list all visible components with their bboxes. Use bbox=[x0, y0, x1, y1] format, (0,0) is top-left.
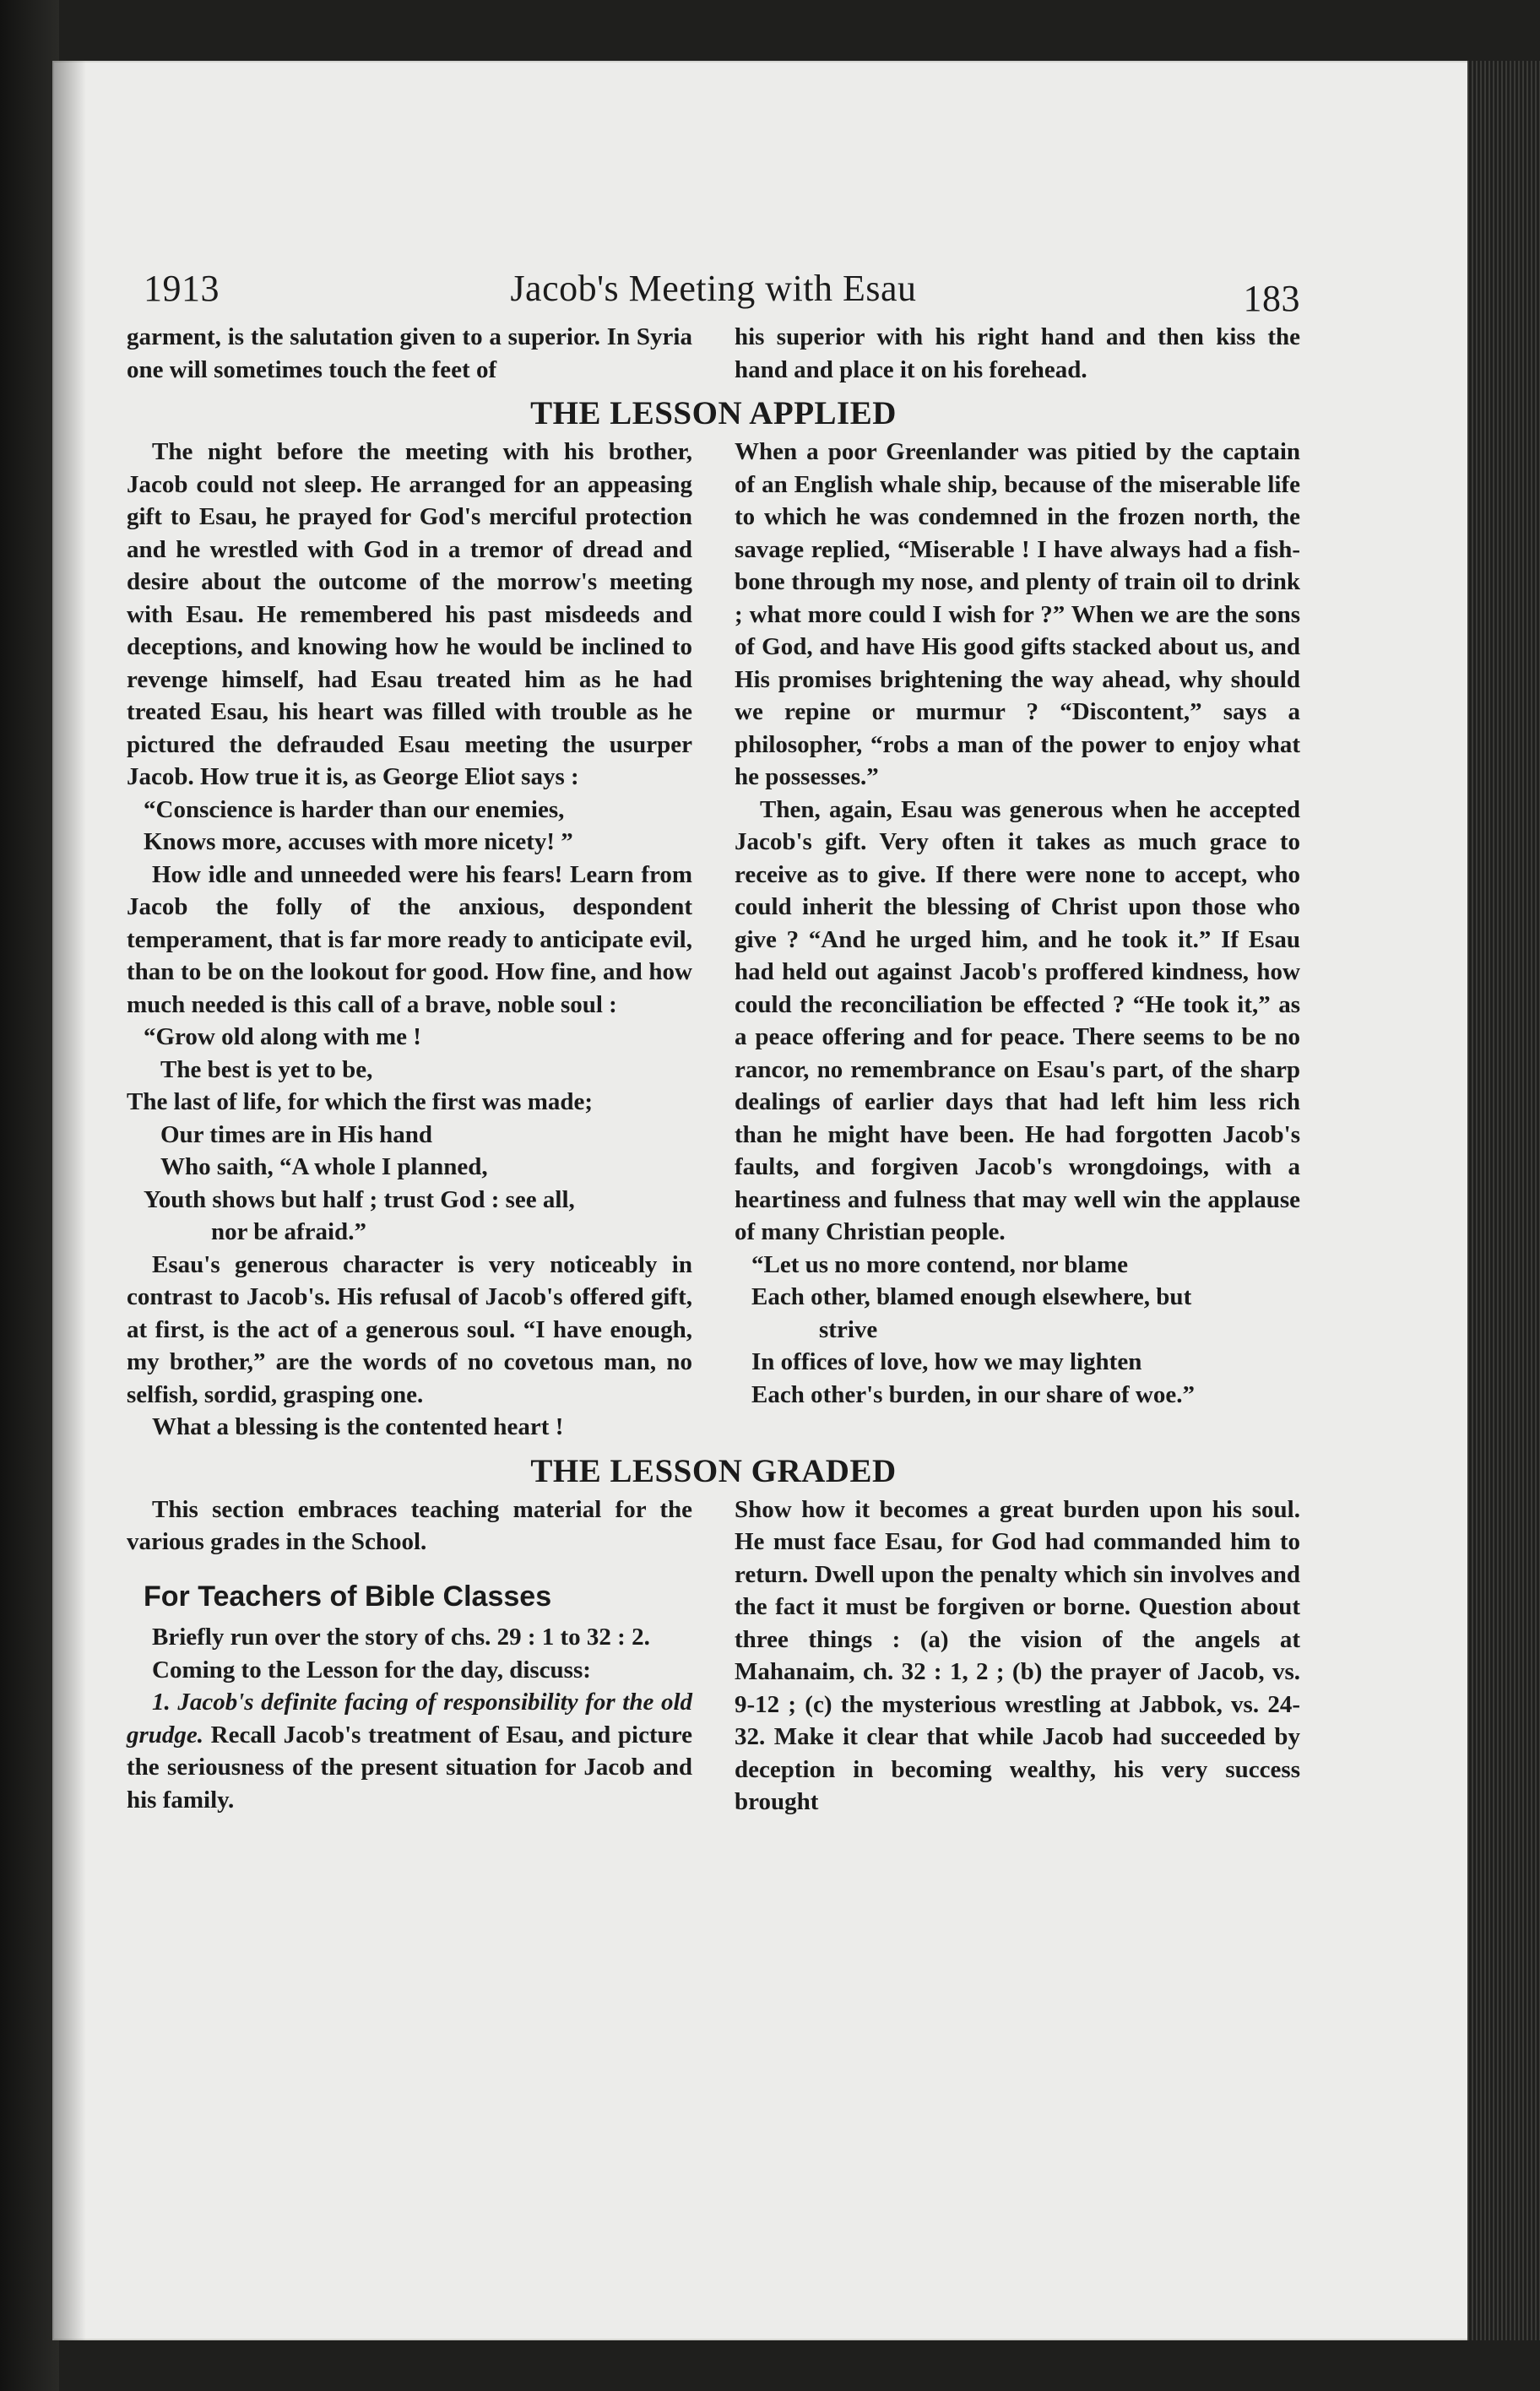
paragraph: Coming to the Lesson for the day, discuss: bbox=[152, 1656, 591, 1683]
paragraph: Show how it becomes a great burden upon his soul. He must face Esau, for God had commanded him to return. Dwell upon the penalty which sin involves and the fact it must be forgiven or borne. Question about three things : (a) the vision of the angels at Mahanaim, ch. 32 : 1, 2 ; (b) the prayer of Jacob, vs. 9-12 ; (c) the mysterious wrestling at Jabbok, vs. 24-32. Make it clear that while Jacob had succeeded by deception in becoming wealthy, his very success brought bbox=[735, 1495, 1300, 1815]
paragraph: This section embraces teaching material for the various grades in the School. bbox=[127, 1495, 692, 1555]
verse-line: Who saith, “A whole I planned, bbox=[160, 1153, 488, 1180]
bible-classes-subheading: For Teachers of Bible Classes bbox=[144, 1580, 552, 1613]
lesson-graded-right-column bbox=[735, 1494, 1300, 1819]
gutter-shadow bbox=[52, 61, 86, 2340]
paragraph: Esau's generous character is very noticeably in contrast to Jacob's. His refusal of Jacob's offered gift, at first, is the act of a generous soul. “I have enough, my brother,” are the words of no covetous man, no selfish, sordid, grasping one. bbox=[127, 1250, 692, 1408]
verse-line: In offices of love, how we may lighten bbox=[751, 1348, 1142, 1375]
page-edges bbox=[1467, 61, 1540, 2340]
running-head-title: Jacob's Meeting with Esau bbox=[510, 268, 917, 309]
verse-line: The best is yet to be, bbox=[160, 1055, 373, 1083]
verse-quote bbox=[127, 1021, 692, 1249]
paragraph: When a poor Greenlander was pitied by the captain of an English whale ship, because of the miserable life to which he was condemned in the frozen north, the savage replied, “Miserable ! I have always had a fish-bone through my nose, and plenty of train oil to drink ; what more could I wish for ?” When we are the sons of God, and have His good gifts stacked about us, and His promises brightening the way ahead, why should we repine or murmur ? “Discontent,” says a philosopher, “robs a man of the power to enjoy what he possesses.” bbox=[735, 438, 1300, 790]
verse-line: “Grow old along with me ! bbox=[144, 1023, 421, 1050]
verse-quote bbox=[127, 794, 692, 859]
intro-left-text: garment, is the salutation given to a superior. In Syria one will sometimes touch the feet of bbox=[127, 323, 692, 383]
intro-columns bbox=[127, 321, 1300, 386]
paragraph bbox=[127, 1686, 692, 1816]
lesson-graded-columns bbox=[127, 1494, 1300, 1819]
page-number: 183 bbox=[1243, 278, 1300, 319]
verse-line: Our times are in His hand bbox=[160, 1120, 433, 1148]
paragraph: What a blessing is the contented heart ! bbox=[152, 1413, 564, 1440]
paragraph: The night before the meeting with his brother, Jacob could not sleep. He arranged for an appeasing gift to Esau, he prayed for God's merciful protection and he wrestled with God in a tremor of dread and desire about the outcome of the morrow's meeting with Esau. He remembered his past misdeeds and deceptions, and knowing how he would be inclined to revenge himself, had Esau treated him as he had treated Esau, his heart was filled with trouble as he pictured the defrauded Esau meeting the usurper Jacob. How true it is, as George Eliot says : bbox=[127, 438, 692, 790]
lesson-applied-heading: THE LESSON APPLIED bbox=[530, 395, 897, 431]
lesson-applied-columns bbox=[127, 436, 1300, 1444]
lesson-applied-right-column bbox=[735, 436, 1300, 1444]
verse-quote bbox=[735, 1249, 1300, 1412]
page-text bbox=[127, 253, 1300, 1819]
verse-line: Each other, blamed enough elsewhere, but bbox=[751, 1283, 1192, 1310]
verse-line: Each other's burden, in our share of woe.” bbox=[751, 1380, 1195, 1408]
intro-right-column bbox=[735, 321, 1300, 386]
paragraph: Then, again, Esau was generous when he accepted Jacob's gift. Very often it takes as much grace to receive as to give. If there were none to accept, who could inherit the blessing of Christ upon those who give ? “And he urged him, and he took it.” If Esau had held out against Jacob's proffered kindness, how could the reconciliation be effected ? “He took it,” as a peace offering and for peace. There seems to be no rancor, no remembrance on Esau's part, of the sharp dealings of earlier days that had left him less rich than he might have been. He had forgotten Jacob's faults, and forgiven Jacob's wrongdoings, with a heartiness and fulness that may well win the applause of many Christian people. bbox=[735, 795, 1300, 1245]
verse-line: “Conscience is harder than our enemies, bbox=[144, 795, 565, 823]
lesson-applied-left-column bbox=[127, 436, 692, 1444]
verse-line: strive bbox=[819, 1315, 878, 1343]
running-head bbox=[127, 253, 1300, 321]
running-head-year: 1913 bbox=[144, 268, 220, 309]
paragraph-text: Recall Jacob's treatment of Esau, and picture the seriousness of the present situation for Jacob and his family. bbox=[127, 1721, 692, 1814]
paragraph: Briefly run over the story of chs. 29 : 1 to 32 : 2. bbox=[152, 1624, 650, 1651]
lesson-graded-heading: THE LESSON GRADED bbox=[530, 1452, 897, 1489]
verse-line: “Let us no more contend, nor blame bbox=[751, 1250, 1129, 1278]
scan-backdrop bbox=[0, 0, 59, 2391]
verse-line: Knows more, accuses with more nicety! ” bbox=[144, 828, 573, 855]
intro-left-column bbox=[127, 321, 692, 386]
verse-line: nor be afraid.” bbox=[211, 1218, 366, 1245]
lesson-graded-left-column bbox=[127, 1494, 692, 1819]
intro-right-text: his superior with his right hand and then kiss the hand and place it on his forehead. bbox=[735, 323, 1300, 383]
verse-line: Youth shows but half ; trust God : see all, bbox=[144, 1185, 575, 1213]
emphasis: 1. Jacob's definite facing of responsibility for the old grudge. bbox=[127, 1689, 692, 1749]
paragraph: How idle and unneeded were his fears! Learn from Jacob the folly of the anxious, despondent temperament, that is far more ready to anticipate evil, than to be on the lookout for good. How fine, and how much needed is this call of a brave, noble soul : bbox=[127, 860, 692, 1018]
verse-line: The last of life, for which the first was made; bbox=[127, 1088, 594, 1115]
